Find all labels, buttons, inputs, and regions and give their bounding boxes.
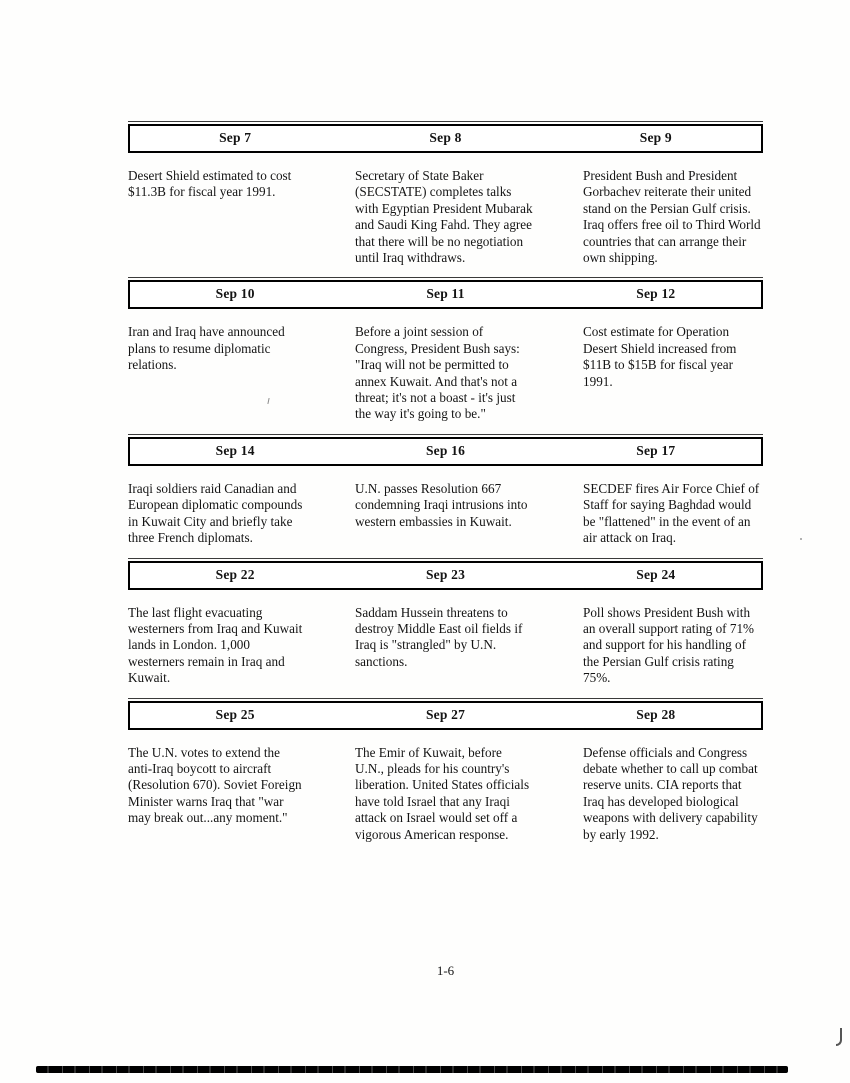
date-header xyxy=(128,280,763,309)
event-entry: The last flight evacuating westerners from Iraq and Kuwait lands in London. 1,000 westerners remain in Iraq and Kuwait. xyxy=(128,604,303,686)
entries xyxy=(128,745,763,843)
event-entry: SECDEF fires Air Force Chief of Staff for saying Baghdad would be "flattened" in the event of an air attack on Iraq. xyxy=(583,480,760,546)
entries xyxy=(128,168,763,266)
event-entry: Before a joint session of Congress, President Bush says: "Iraq will not be permitted to annex Kuwait. And that's not a threat; it's not a boast - it's just the way it's going to be." xyxy=(355,324,520,422)
event-entry: Desert Shield estimated to cost $11.3B for fiscal year 1991. xyxy=(128,168,292,200)
date-label: Sep 11 xyxy=(426,286,465,302)
date-label: Sep 27 xyxy=(425,706,466,722)
event-entry: Iran and Iraq have announced plans to resume diplomatic relations. xyxy=(128,324,285,373)
date-label: Sep 8 xyxy=(429,130,462,145)
entries xyxy=(128,481,763,547)
event-entry: Iraqi soldiers raid Canadian and European diplomatic compounds in Kuwait City and briefly take three French diplomats. xyxy=(128,480,303,546)
timeline-row xyxy=(128,437,763,547)
timeline-row xyxy=(128,280,763,422)
event-entry: Defense officials and Congress debate whether to call up combat reserve units. CIA reports that Iraq has developed biological weapons with delivery capability by early 1992. xyxy=(583,744,758,842)
scan-artifact-mark xyxy=(836,1028,842,1046)
event-entry: Poll shows President Bush with an overall support rating of 71% and support for his handling of the Persian Gulf crisis rating 75%. xyxy=(583,604,755,686)
timeline-content xyxy=(128,124,763,857)
event-entry: Saddam Hussein threatens to destroy Middle East oil fields if Iraq is "strangled" by U.N. sanctions. xyxy=(355,604,523,669)
page-number: 1-6 xyxy=(436,963,455,978)
date-label: Sep 28 xyxy=(636,706,676,722)
timeline-row xyxy=(128,701,763,843)
date-label: Sep 14 xyxy=(215,442,255,458)
event-entry: The Emir of Kuwait, before U.N., pleads for his country's liberation. United States officials have told Israel that any Iraqi attack on Israel would set off a vigorous American response. xyxy=(355,744,530,842)
date-header xyxy=(128,701,763,730)
date-label: Sep 25 xyxy=(215,706,255,722)
event-entry: Cost estimate for Operation Desert Shield increased from $11B to $15B for fiscal year 1991. xyxy=(583,324,737,389)
event-entry: Secretary of State Baker (SECSTATE) completes talks with Egyptian President Mubarak and Saudi King Fahd. They agree that there will be no negotiation until Iraq withdraws. xyxy=(355,168,533,266)
date-label: Sep 22 xyxy=(215,566,255,582)
date-label: Sep 7 xyxy=(219,130,252,145)
date-label: Sep 23 xyxy=(425,566,466,582)
entries xyxy=(128,605,763,687)
date-label: Sep 24 xyxy=(636,566,676,582)
event-entry: President Bush and President Gorbachev reiterate their united stand on the Persian Gulf crisis. Iraq offers free oil to Third World countries that can arrange their own shipping. xyxy=(583,168,761,266)
scan-artifact-bar xyxy=(36,1066,788,1073)
scan-artifact-speck xyxy=(800,538,802,540)
entries xyxy=(128,324,763,422)
date-header xyxy=(128,561,763,590)
date-label: Sep 17 xyxy=(636,442,676,458)
date-header xyxy=(128,124,763,153)
event-entry: U.N. passes Resolution 667 condemning Iraqi intrusions into western embassies in Kuwait. xyxy=(355,480,528,529)
timeline-row xyxy=(128,561,763,687)
date-label: Sep 12 xyxy=(636,286,676,302)
timeline-row xyxy=(128,124,763,266)
date-label: Sep 10 xyxy=(215,286,255,302)
date-header xyxy=(128,437,763,466)
date-label: Sep 9 xyxy=(639,130,672,145)
date-label: Sep 16 xyxy=(425,442,466,458)
event-entry: The U.N. votes to extend the anti-Iraq boycott to aircraft (Resolution 670). Soviet Foreign Minister warns Iraq that "war may break out...any moment." xyxy=(128,744,302,826)
